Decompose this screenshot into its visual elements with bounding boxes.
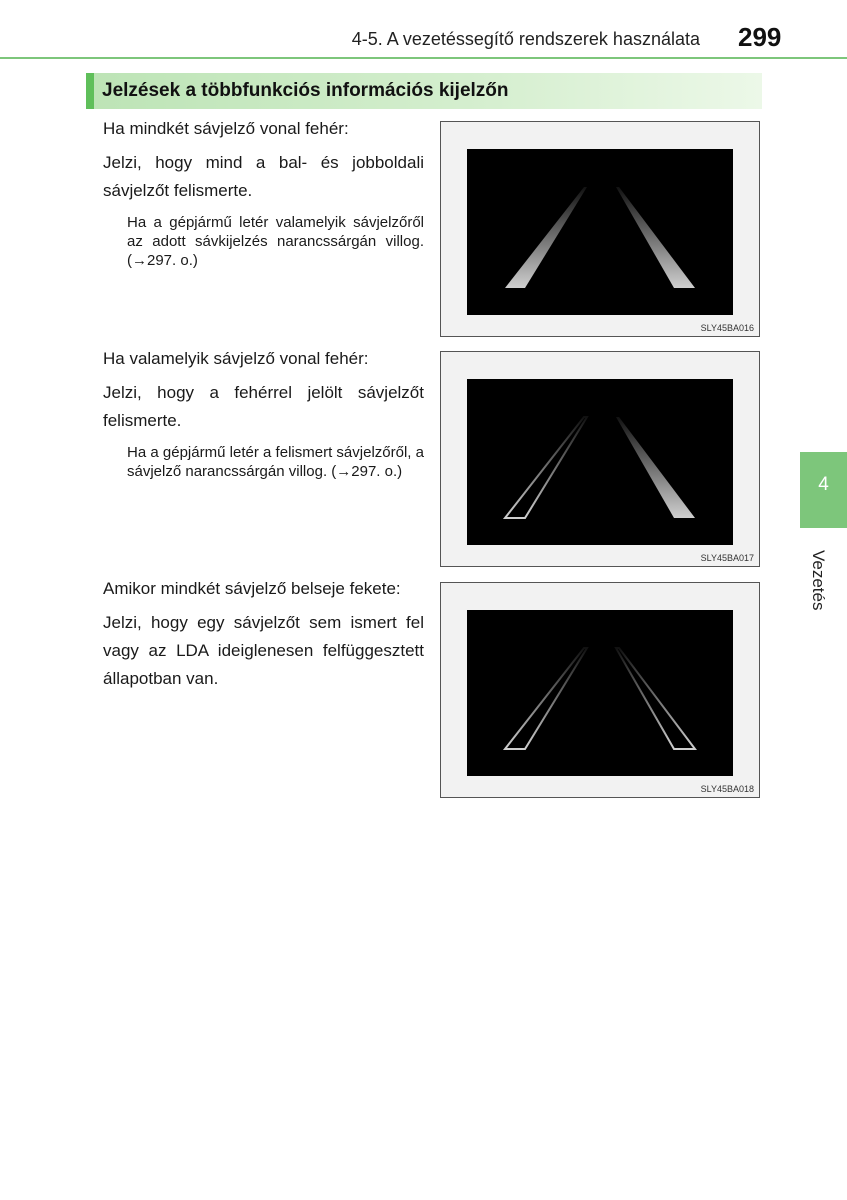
item-lead: Ha mindkét sávjelző vonal fehér: [103, 119, 349, 138]
lane-figure-2 [440, 351, 760, 567]
item-body: Jelzi, hogy mind a bal- és jobboldali sávjelzőt felismerte. [103, 153, 424, 200]
lane-indicator-item-1 [103, 118, 424, 270]
page-number: 299 [738, 22, 782, 52]
lane-indicator-item-3 [103, 578, 424, 693]
item-note: Ha a gépjármű letér valamelyik sávjelzőről az adott sávkijelzés narancssárgán villog. (→297. o.) [127, 214, 424, 269]
item-lead: Amikor mindkét sávjelző belseje fekete: [103, 579, 401, 598]
lane-lines-illustration [467, 379, 733, 545]
chapter-label: Vezetés [809, 550, 828, 611]
display-screen [467, 610, 733, 776]
chapter-number: 4 [818, 474, 829, 495]
right-lane-line [616, 417, 695, 518]
right-lane-line [616, 187, 695, 288]
lane-figure-3 [440, 582, 760, 798]
lane-lines-illustration [467, 610, 733, 776]
running-header: 4-5. A vezetéssegítő rendszerek használata [351, 29, 700, 49]
left-lane-line-outline [505, 417, 587, 518]
chapter-tab[interactable] [800, 452, 847, 528]
display-screen [467, 149, 733, 315]
left-lane-line-outline [505, 648, 587, 749]
figure-code: SLY45BA016 [700, 323, 754, 333]
figure-code: SLY45BA017 [700, 553, 754, 563]
section-title: Jelzések a többfunkciós információs kijelzőn [102, 80, 509, 101]
lane-indicator-item-2 [103, 348, 424, 481]
left-lane-line [505, 187, 587, 288]
header-divider [0, 57, 847, 59]
lane-lines-illustration [467, 149, 733, 315]
right-lane-line-outline [616, 648, 695, 749]
item-lead: Ha valamelyik sávjelző vonal fehér: [103, 349, 369, 368]
item-note: Ha a gépjármű letér a felismert sávjelzőről, a sávjelző narancssárgán villog. (→297. o.) [127, 444, 424, 480]
display-screen [467, 379, 733, 545]
item-body: Jelzi, hogy egy sávjelzőt sem ismert fel vagy az LDA ideiglenesen felfüggesztett állapotban van. [103, 613, 424, 688]
figure-code: SLY45BA018 [700, 784, 754, 794]
lane-figure-1 [440, 121, 760, 337]
item-body: Jelzi, hogy a fehérrel jelölt sávjelzőt felismerte. [103, 383, 424, 430]
section-title-bar [86, 73, 762, 109]
